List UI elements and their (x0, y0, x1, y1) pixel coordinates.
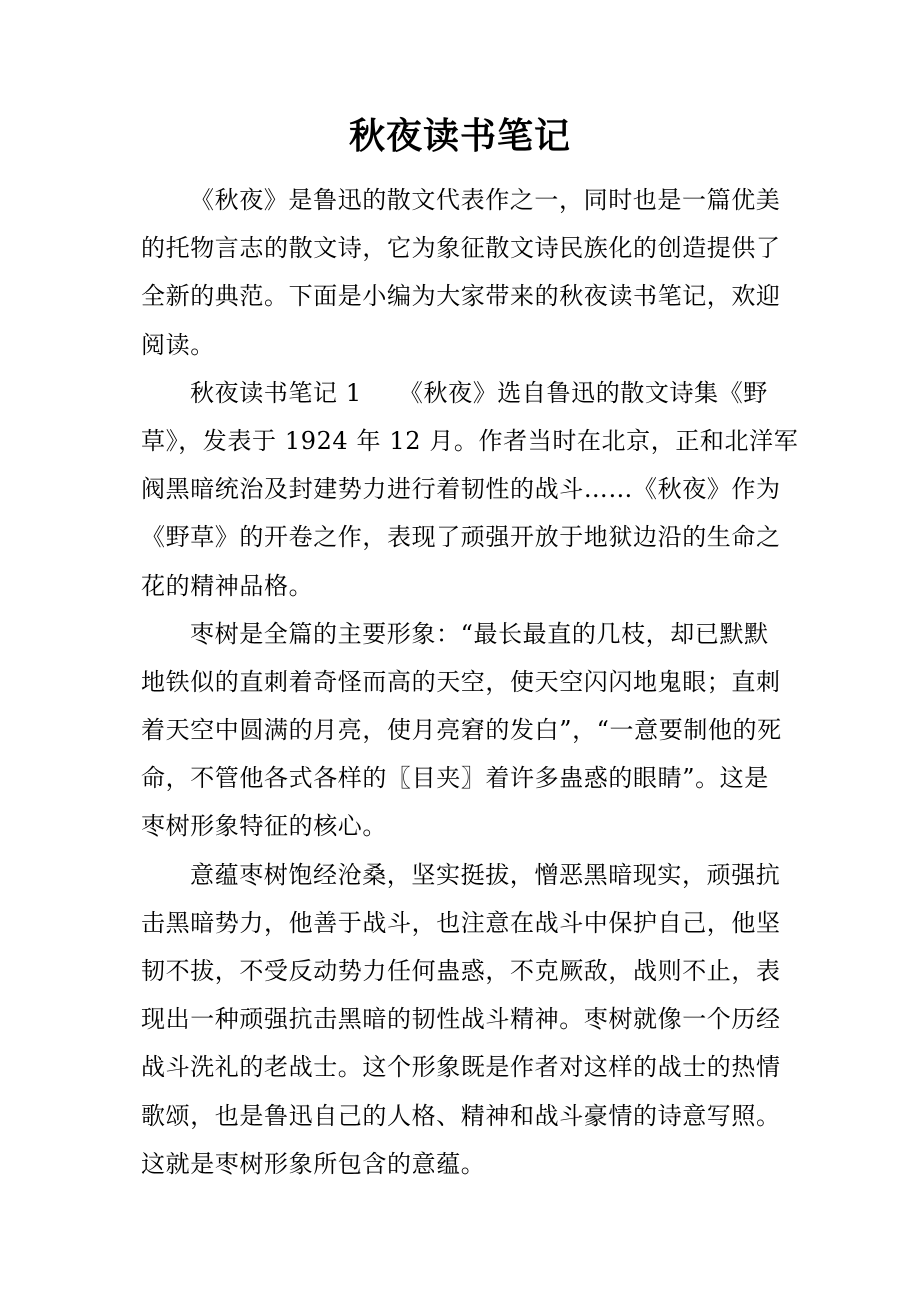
paragraph-line: 秋夜读书笔记 1 《秋夜》选自鲁迅的散文诗集《野 (190, 378, 768, 407)
paragraph-line: 的托物言志的散文诗，它为象征散文诗民族化的创造提供了 (141, 234, 781, 263)
paragraph-line: 阅读。 (141, 330, 215, 359)
paragraph (141, 851, 801, 1188)
paragraph-line: 草》，发表于 1924 年 12 月。作者当时在北京，正和北洋军 (141, 426, 799, 455)
paragraph-line: 这就是枣树形象所包含的意蕴。 (141, 1149, 486, 1178)
document-body (141, 176, 801, 1188)
paragraph (141, 369, 801, 610)
paragraph-line: 着天空中圆满的月亮，使月亮窘的发白”，“一意要制他的死 (141, 716, 782, 745)
paragraph-line: 全新的典范。下面是小编为大家带来的秋夜读书笔记，欢迎 (141, 282, 781, 311)
paragraph-line: 战斗洗礼的老战士。这个形象既是作者对这样的战士的热情 (141, 1053, 781, 1082)
paragraph-line: 意蕴枣树饱经沧桑，坚实挺拔，憎恶黑暗现实，顽强抗 (190, 860, 781, 889)
document-title: 秋夜读书笔记 (348, 115, 571, 157)
paragraph-line: 《野草》的开卷之作，表现了顽强开放于地狱边沿的生命之 (141, 523, 781, 552)
paragraph-line: 枣树形象特征的核心。 (141, 812, 387, 841)
paragraph (141, 176, 801, 369)
paragraph-line: 花的精神品格。 (141, 571, 314, 600)
paragraph-line: 地铁似的直刺着奇怪而高的天空，使天空闪闪地鬼眼；直刺 (141, 667, 781, 696)
paragraph (141, 610, 801, 851)
paragraph-line: 《秋夜》是鲁迅的散文代表作之一，同时也是一篇优美 (190, 186, 781, 214)
paragraph-line: 枣树是全篇的主要形象：“最长最直的几枝，却已默默 (190, 619, 769, 648)
paragraph-line: 韧不拔，不受反动势力任何蛊惑，不克厥敌，战则不止，表 (141, 957, 781, 985)
paragraph-line: 阀黑暗统治及封建势力进行着韧性的战斗……《秋夜》作为 (141, 475, 781, 504)
paragraph-line: 命，不管他各式各样的〖目夹〗着许多蛊惑的眼睛”。这是 (141, 764, 769, 793)
paragraph-line: 歌颂，也是鲁迅自己的人格、精神和战斗豪情的诗意写照。 (141, 1101, 781, 1130)
paragraph-line: 现出一种顽强抗击黑暗的韧性战斗精神。枣树就像一个历经 (141, 1005, 781, 1034)
paragraph-line: 击黑暗势力，他善于战斗，也注意在战斗中保护自己，他坚 (141, 908, 781, 937)
